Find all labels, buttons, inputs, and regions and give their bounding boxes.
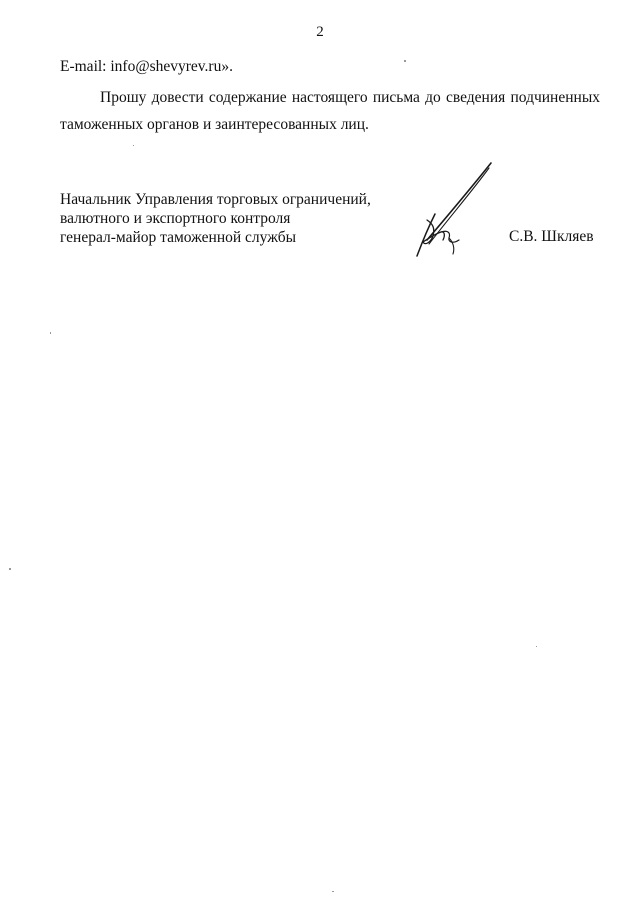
email-line: E-mail: info@shevyrev.ru».	[60, 58, 233, 75]
scan-speck	[50, 332, 51, 334]
scan-speck	[536, 646, 537, 647]
scan-speck	[404, 60, 406, 62]
position-line-2: валютного и экспортного контроля	[60, 210, 291, 227]
position-line-3: генерал-майор таможенной службы	[60, 229, 296, 246]
request-paragraph: Прошу довести содержание настоящего письма до сведения подчиненных таможенных органов и заинтересованных лиц.	[60, 89, 600, 133]
scan-speck	[133, 145, 134, 146]
scan-speck	[9, 568, 11, 570]
handwritten-signature-icon	[405, 158, 505, 263]
signer-name: С.В. Шкляев	[509, 228, 594, 245]
page-number: 2	[316, 24, 324, 40]
position-line-1: Начальник Управления торговых ограничений,	[60, 191, 371, 208]
signatory-position-block	[60, 190, 371, 247]
scan-speck	[332, 891, 334, 892]
